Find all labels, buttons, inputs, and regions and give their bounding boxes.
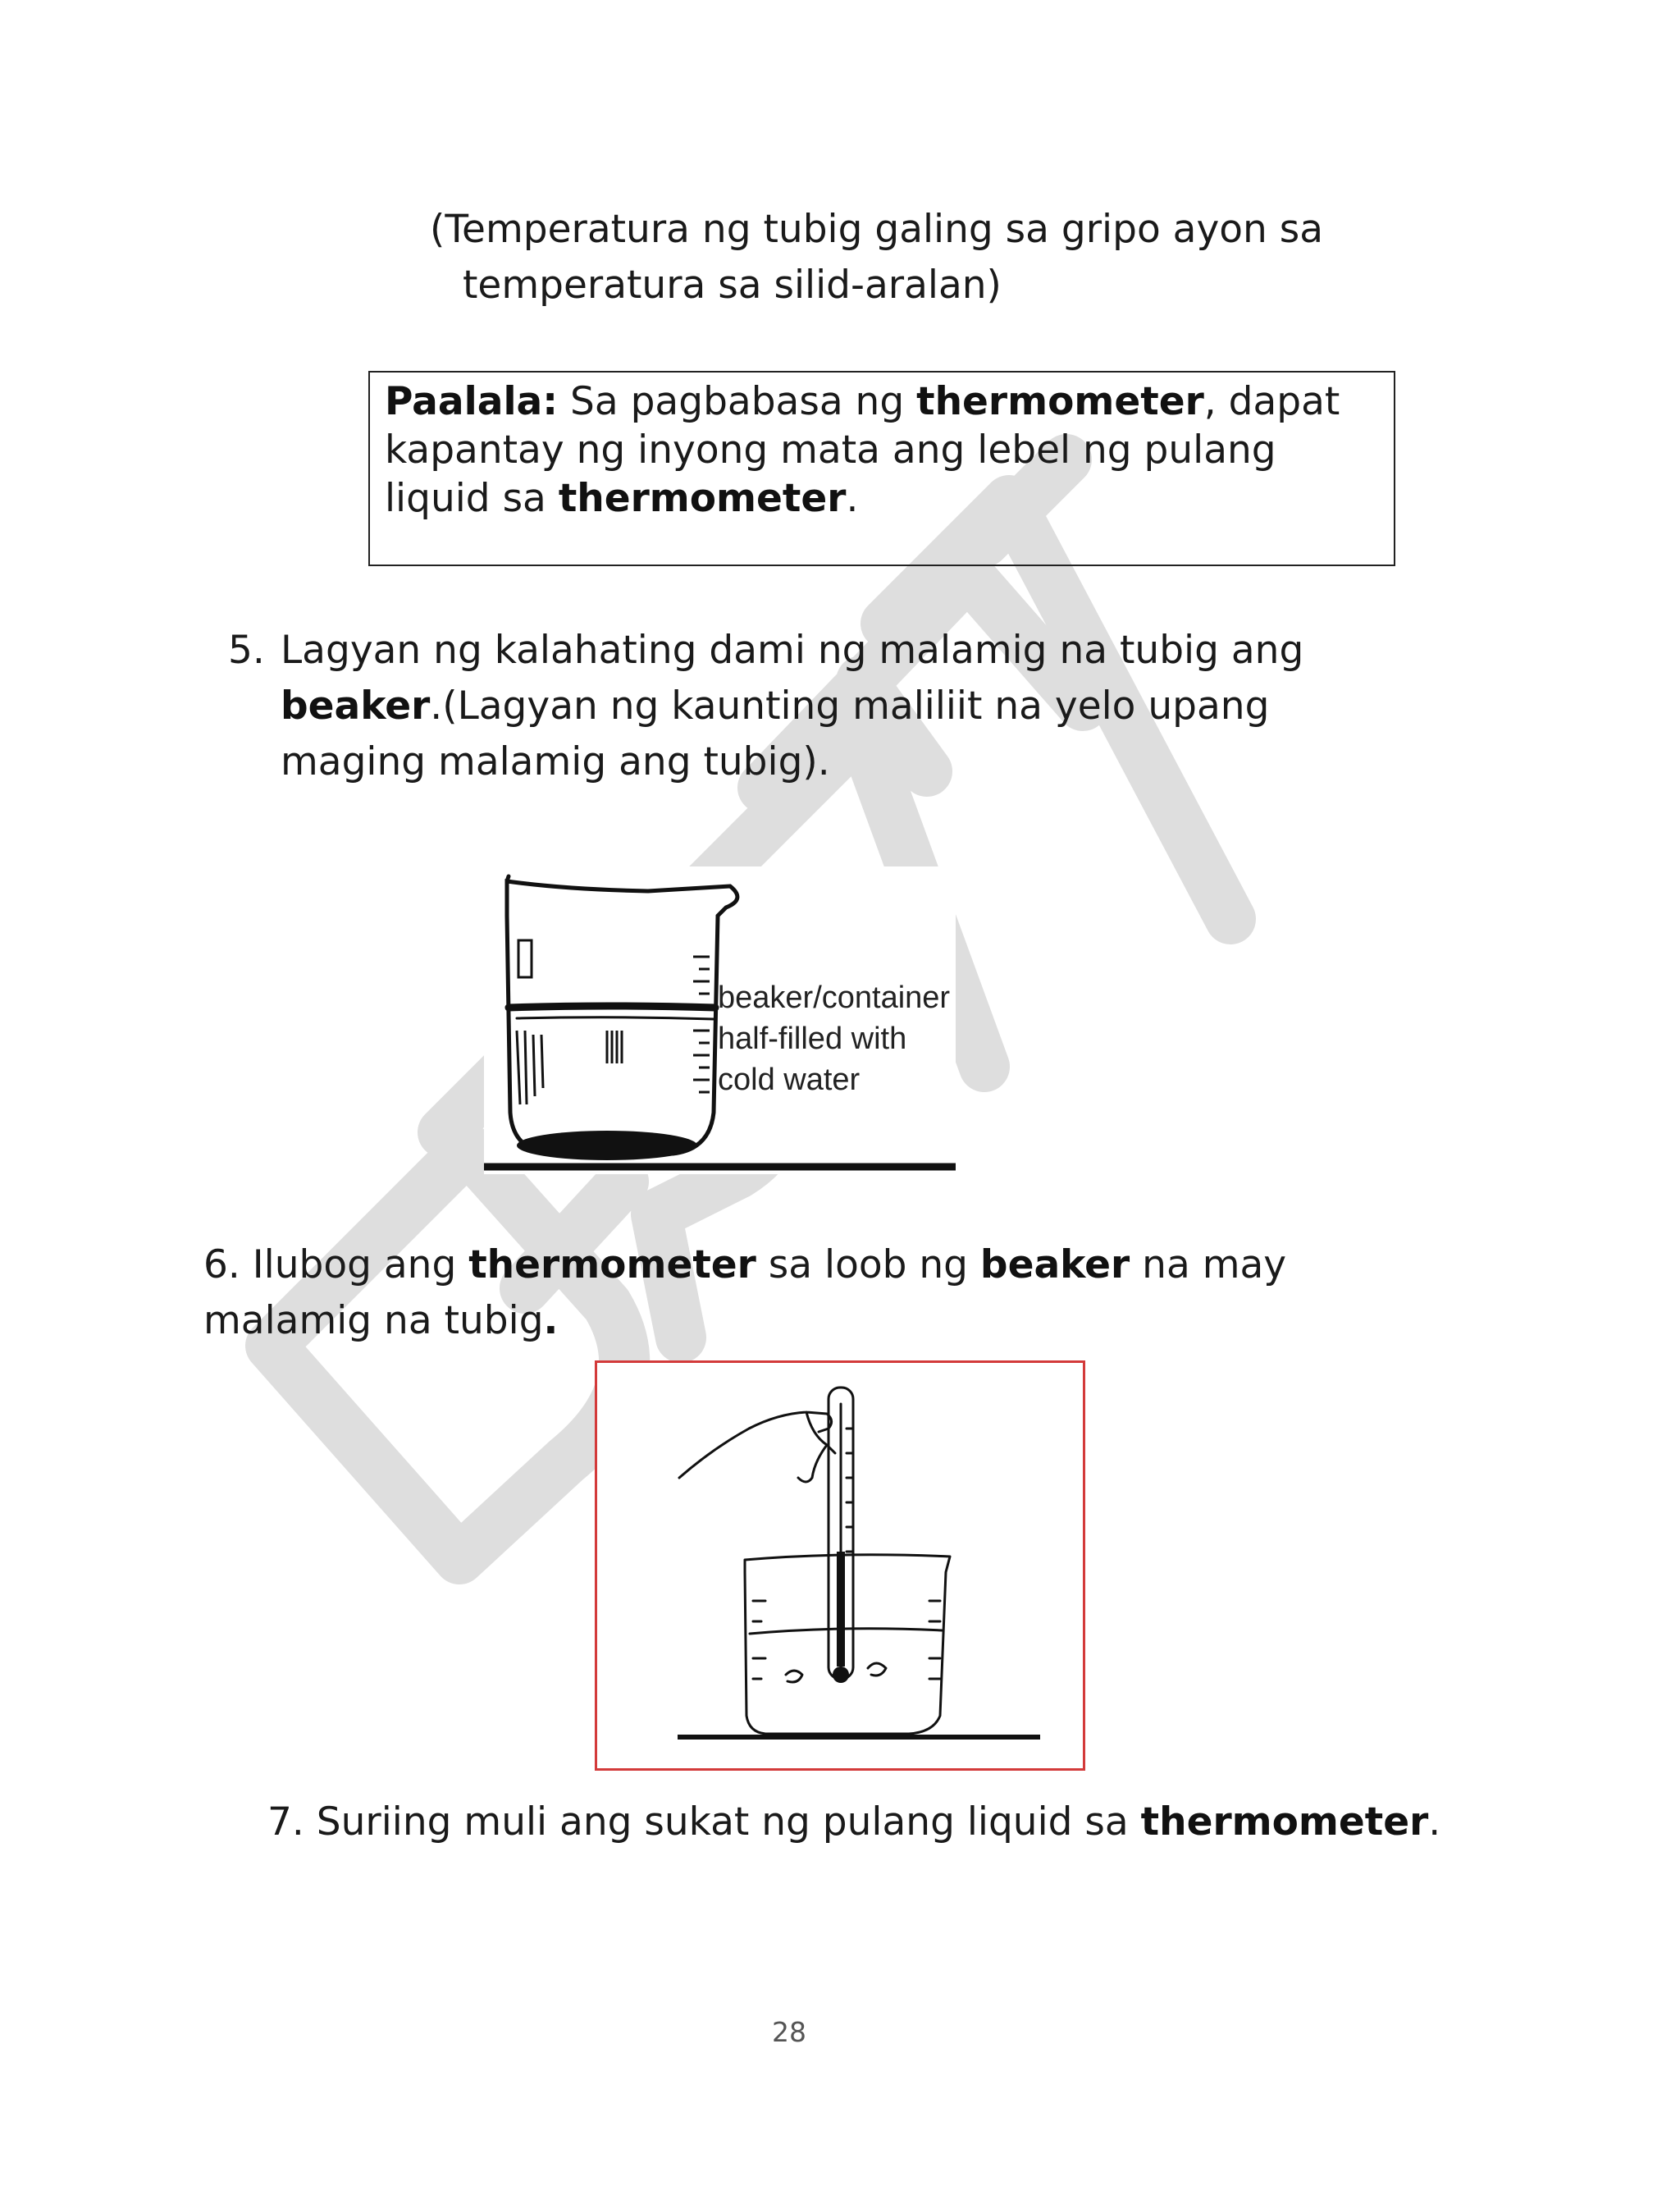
step5-text: .(Lagyan ng kaunting maliliit na yelo upang xyxy=(430,684,1270,729)
step6-text-3: na may xyxy=(1130,1242,1287,1287)
step7-text-1: 7. Suriing muli ang sukat ng pulang liquid sa xyxy=(267,1799,1141,1845)
reminder-bold-thermometer-2: thermometer xyxy=(558,476,847,521)
step6-bold-beaker: beaker xyxy=(979,1242,1130,1287)
reminder-box xyxy=(368,371,1395,566)
reminder-label: Paalala: xyxy=(385,379,559,424)
reminder-line-2: kapantay ng inyong mata ang lebel ng pulang xyxy=(385,427,1276,473)
intro-line-2: temperatura sa silid-aralan) xyxy=(463,263,1002,308)
step6-text-4: malamig na tubig xyxy=(203,1298,544,1343)
reminder-text-1: Sa pagbabasa ng xyxy=(558,379,917,424)
step6-text-1: 6. Ilubog ang xyxy=(203,1242,469,1287)
step7-bold-thermometer: thermometer xyxy=(1140,1799,1429,1845)
step6-text-2: sa loob ng xyxy=(756,1242,980,1287)
step6-line-2 xyxy=(203,1293,558,1349)
reminder-text-3: liquid sa xyxy=(385,476,559,521)
step6-bold-period: . xyxy=(543,1298,559,1343)
beaker-caption-1: beaker/container xyxy=(718,981,951,1015)
beaker-illustration xyxy=(484,866,956,1174)
reminder-text-2: , dapat xyxy=(1203,379,1340,424)
beaker-caption-3: cold water xyxy=(718,1063,861,1097)
step5-line-1: Lagyan ng kalahating dami ng malamig na tubig ang xyxy=(281,628,1304,673)
step5-number: 5. xyxy=(228,628,265,673)
intro-line-1: (Temperatura ng tubig galing sa gripo ayon sa xyxy=(430,207,1324,252)
step5-line-3: maging malamig ang tubig). xyxy=(281,739,830,784)
thermometer-illustration xyxy=(597,1363,1083,1768)
page-number: 28 xyxy=(772,2016,806,2048)
beaker-caption-2: half-filled with xyxy=(718,1022,907,1056)
step6-bold-thermometer: thermometer xyxy=(468,1242,756,1287)
reminder-bold-thermometer-1: thermometer xyxy=(916,379,1204,424)
step7-line xyxy=(267,1795,1440,1850)
thermometer-illustration-frame xyxy=(595,1360,1085,1771)
step5-bold-beaker: beaker xyxy=(281,684,431,729)
reminder-line-3 xyxy=(385,474,1394,523)
reminder-text-4: . xyxy=(846,476,859,521)
step6-line-1 xyxy=(203,1237,1286,1293)
step5-line-2 xyxy=(281,679,1269,734)
reminder-line-1 xyxy=(385,377,1394,426)
step7-text-2: . xyxy=(1428,1799,1441,1845)
